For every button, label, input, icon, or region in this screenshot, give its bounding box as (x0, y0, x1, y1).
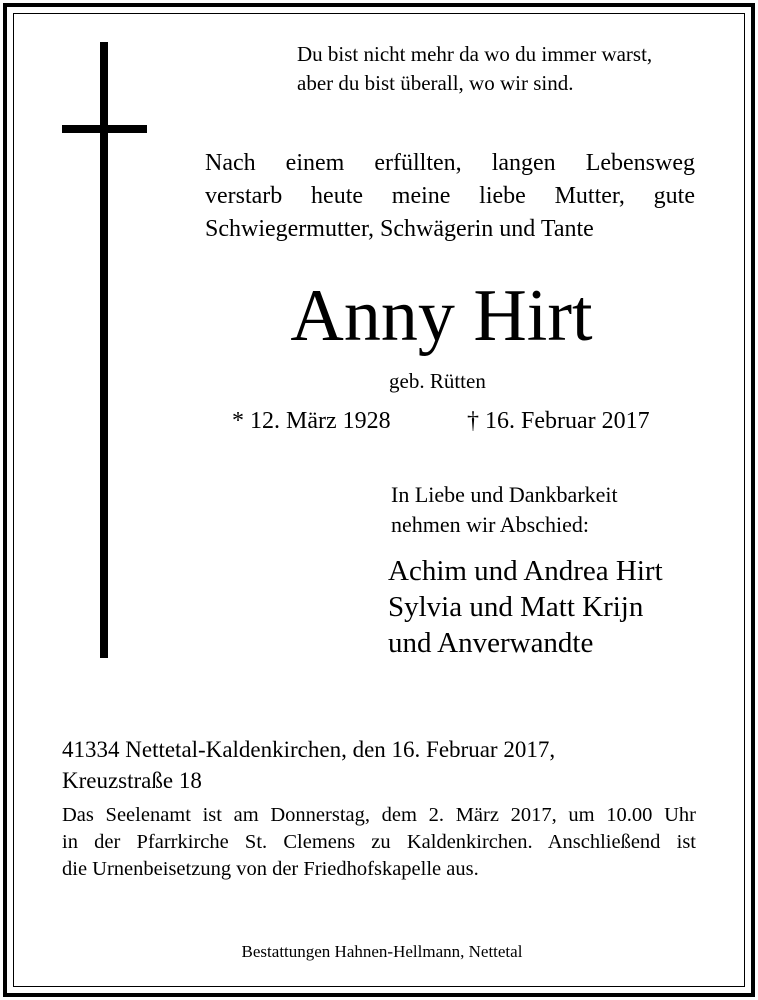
farewell-line: In Liebe und Dankbarkeit (391, 482, 618, 507)
funeral-service-info (62, 802, 696, 883)
place-date-address (62, 734, 555, 796)
address-line: Kreuzstraße 18 (62, 768, 202, 793)
farewell-line: nehmen wir Abschied: (391, 512, 589, 537)
address-line: 41334 Nettetal-Kaldenkirchen, den 16. Februar 2017, (62, 737, 556, 762)
quote-line: Du bist nicht mehr da wo du immer warst, (297, 42, 653, 66)
mourners-list (388, 553, 663, 661)
mourner-line: Sylvia und Matt Krijn (388, 591, 644, 623)
birth-date: * 12. März 1928 (232, 408, 391, 434)
funeral-home-credit: Bestattungen Hahnen-Hellmann, Nettetal (241, 942, 523, 961)
quote-line: aber du bist überall, wo wir sind. (297, 71, 574, 95)
deceased-name: Anny Hirt (290, 275, 593, 357)
announcement-line: Nach einem erfüllten, langen Lebensweg (205, 150, 695, 176)
mourner-line: und Anverwandte (388, 627, 594, 659)
cross-horizontal-bar (62, 125, 147, 133)
service-line: Das Seelenamt ist am Donnerstag, dem 2. März 2017, um 10.00 Uhr (62, 804, 696, 826)
farewell-text (391, 480, 618, 540)
announcement-line: verstarb heute meine liebe Mutter, gute (205, 183, 695, 209)
service-line: die Urnenbeisetzung von der Friedhofskapelle aus. (62, 858, 479, 880)
death-announcement (205, 147, 695, 246)
death-date: † 16. Februar 2017 (467, 408, 650, 434)
announcement-line: Schwiegermutter, Schwägerin und Tante (205, 216, 594, 242)
mourner-line: Achim und Andrea Hirt (388, 555, 663, 587)
maiden-name: geb. Rütten (389, 369, 486, 393)
service-line: in der Pfarrkirche St. Clemens zu Kaldenkirchen. Anschließend ist (62, 831, 696, 853)
memorial-quote (297, 40, 652, 98)
